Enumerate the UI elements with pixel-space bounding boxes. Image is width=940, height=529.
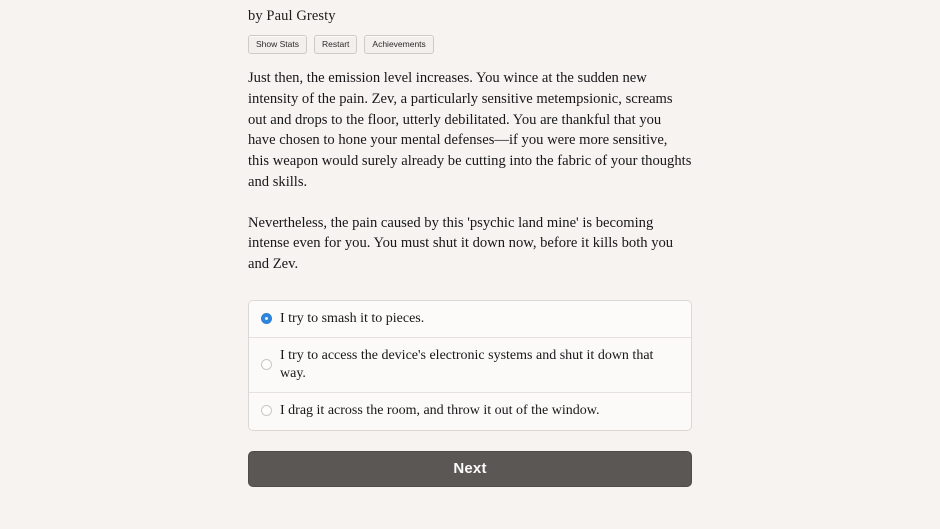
choice-label: I try to smash it to pieces.	[280, 310, 425, 326]
choice-option[interactable]	[249, 392, 691, 430]
restart-button[interactable]: Restart	[314, 35, 357, 55]
story-paragraph: Just then, the emission level increases. You wince at the sudden new intensity of the pain. Zev, a particularly sensitive metempsionic, screams out and drops to the floor, utterly debilitated. You are thankful that you have chosen to hone your mental defenses—if you were more sensitive, this weapon would surely already be cutting into the fabric of your thoughts and skills.	[248, 70, 692, 190]
choice-option[interactable]	[249, 337, 691, 392]
achievements-button[interactable]: Achievements	[364, 35, 433, 55]
choice-label: I try to access the device's electronic systems and shut it down that way.	[280, 348, 654, 381]
next-button[interactable]: Next	[248, 451, 692, 487]
story-text	[248, 68, 692, 274]
show-stats-button[interactable]: Show Stats	[248, 35, 307, 55]
radio-button-icon[interactable]	[261, 405, 272, 416]
content-column	[248, 0, 692, 487]
choice-list	[248, 300, 692, 431]
radio-button-icon[interactable]	[261, 313, 272, 324]
toolbar	[248, 35, 692, 55]
story-paragraph: Nevertheless, the pain caused by this 'psychic land mine' is becoming intense even for you. You must shut it down now, before it kills both you and Zev.	[248, 214, 674, 272]
choice-option[interactable]	[249, 301, 691, 338]
choice-label: I drag it across the room, and throw it out of the window.	[280, 403, 600, 419]
radio-button-icon[interactable]	[261, 359, 272, 370]
author-byline: by Paul Gresty	[248, 8, 336, 24]
